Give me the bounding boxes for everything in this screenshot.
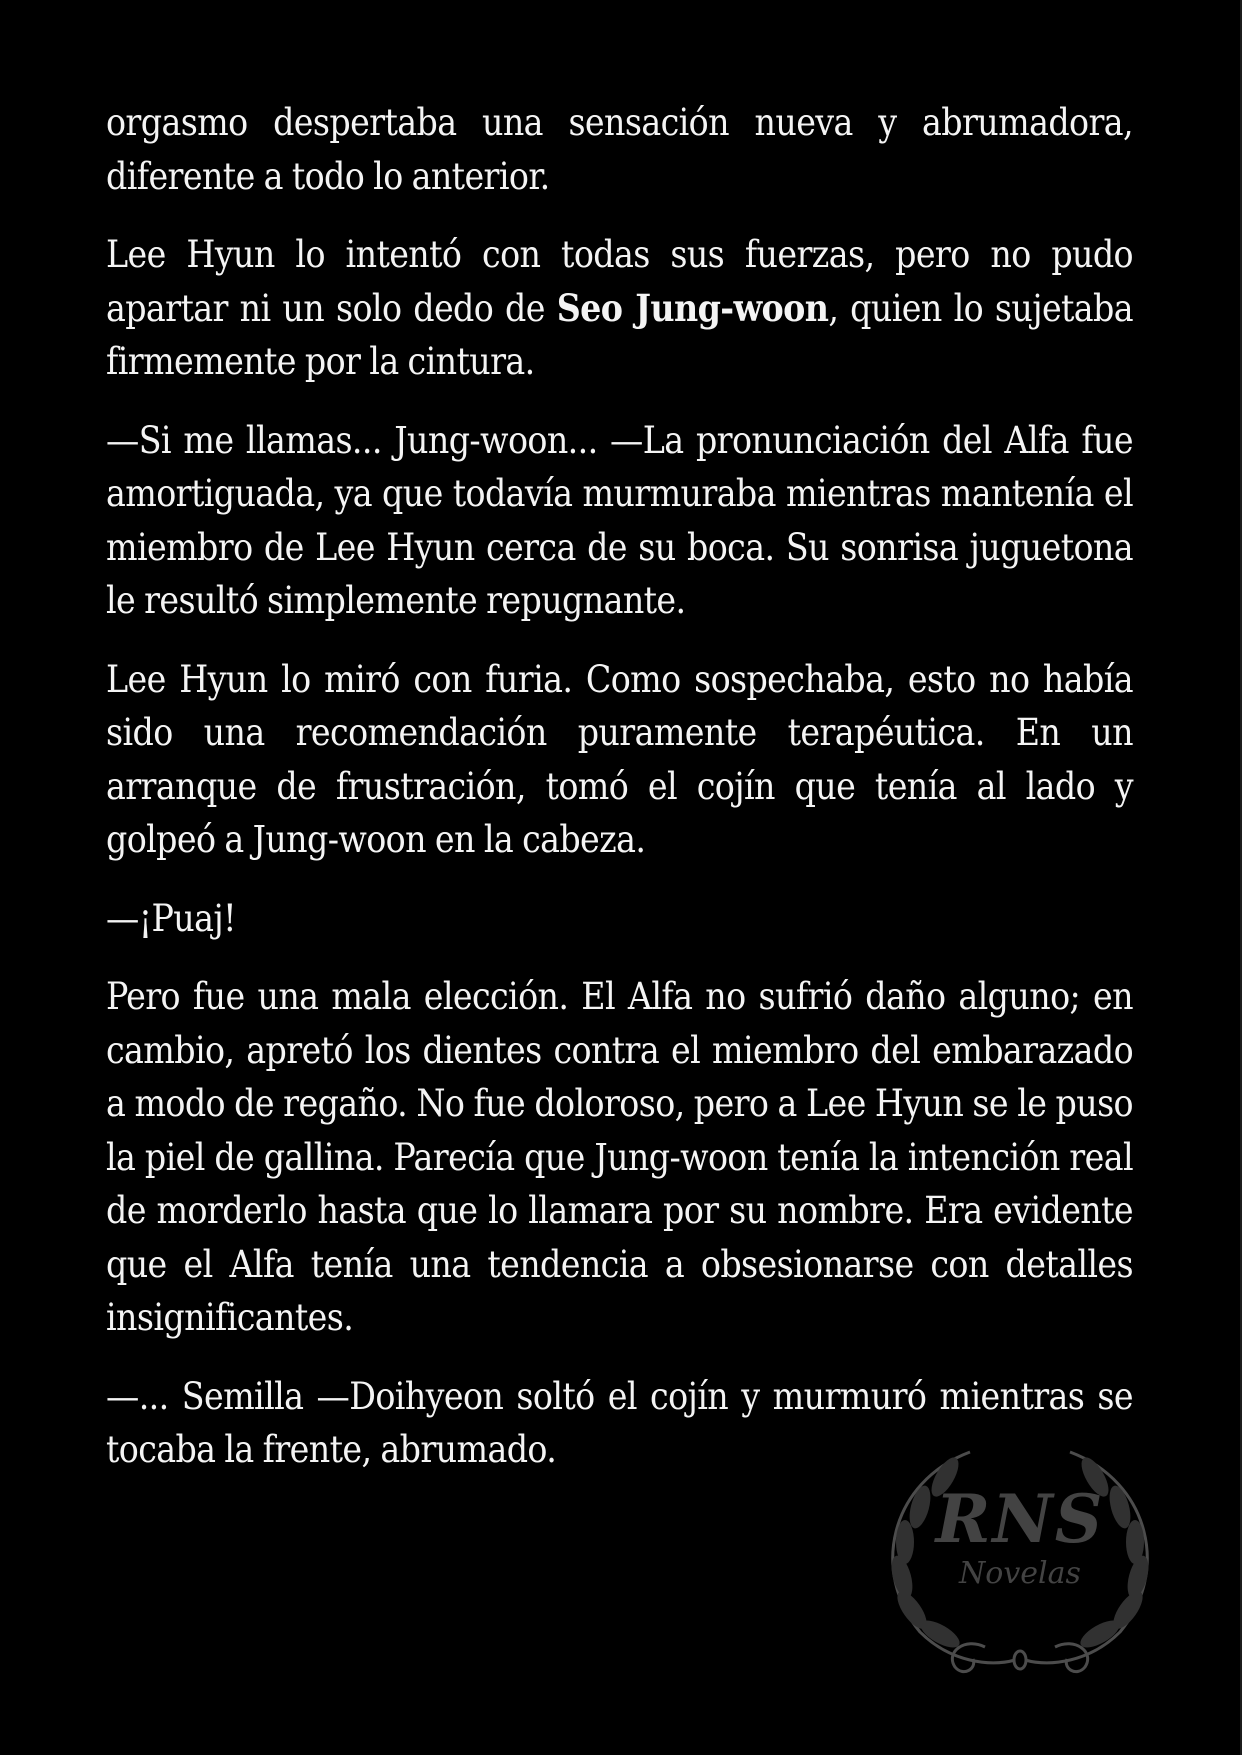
watermark-title: RNS <box>935 1480 1105 1558</box>
paragraph <box>106 414 1133 628</box>
paragraph-text: Lee Hyun lo miró con furia. Como sospechaba, esto no había sido una recomendación puramente terapéutica. En un arranque de frustración, tomó el cojín que tenía al lado y golpeó a Jung-woon en la cabeza. <box>106 657 1133 861</box>
paragraph-text: —Si me llamas... Jung-woon... —La pronunciación del Alfa fue amortiguada, ya que todavía murmuraba mientras mantenía el miembro de Lee Hyun cerca de su boca. Su sonrisa juguetona le resultó simplemente repugnante. <box>106 418 1133 622</box>
paragraph-text: orgasmo despertaba una sensación nueva y abrumadora, diferente a todo lo anterior. <box>106 101 1133 198</box>
watermark-subtitle: Novelas <box>959 1556 1081 1591</box>
paragraph-text: —... Semilla —Doihyeon soltó el cojín y murmuró mientras se tocaba la frente, abrumado. <box>106 1374 1133 1471</box>
paragraph <box>106 228 1133 389</box>
paragraph-text: Pero fue una mala elección. El Alfa no sufrió daño alguno; en cambio, apretó los dientes contra el miembro del embarazado a modo de regaño. No fue doloroso, pero a Lee Hyun se le puso la piel de gallina. Parecía que Jung-woon tenía la intención real de morderlo hasta que lo llamara por su nombre. Era evidente que el Alfa tenía una tendencia a obsesionarse con detalles insignificantes. <box>106 975 1133 1339</box>
paragraph-text: —¡Puaj! <box>106 896 236 940</box>
character-name-bold: Seo Jung-woon <box>556 285 829 330</box>
paragraph-text: , quien lo sujetaba firmemente por la cintura. <box>106 286 1133 383</box>
document-body <box>106 96 1133 1502</box>
paragraph-text: Lee Hyun lo intentó con todas sus fuerzas, pero no pudo apartar ni un solo dedo de <box>106 233 1133 330</box>
paragraph <box>106 96 1133 203</box>
paragraph <box>106 970 1133 1345</box>
paragraph <box>106 892 1133 946</box>
paragraph <box>106 653 1133 867</box>
watermark-logo <box>850 1422 1190 1692</box>
